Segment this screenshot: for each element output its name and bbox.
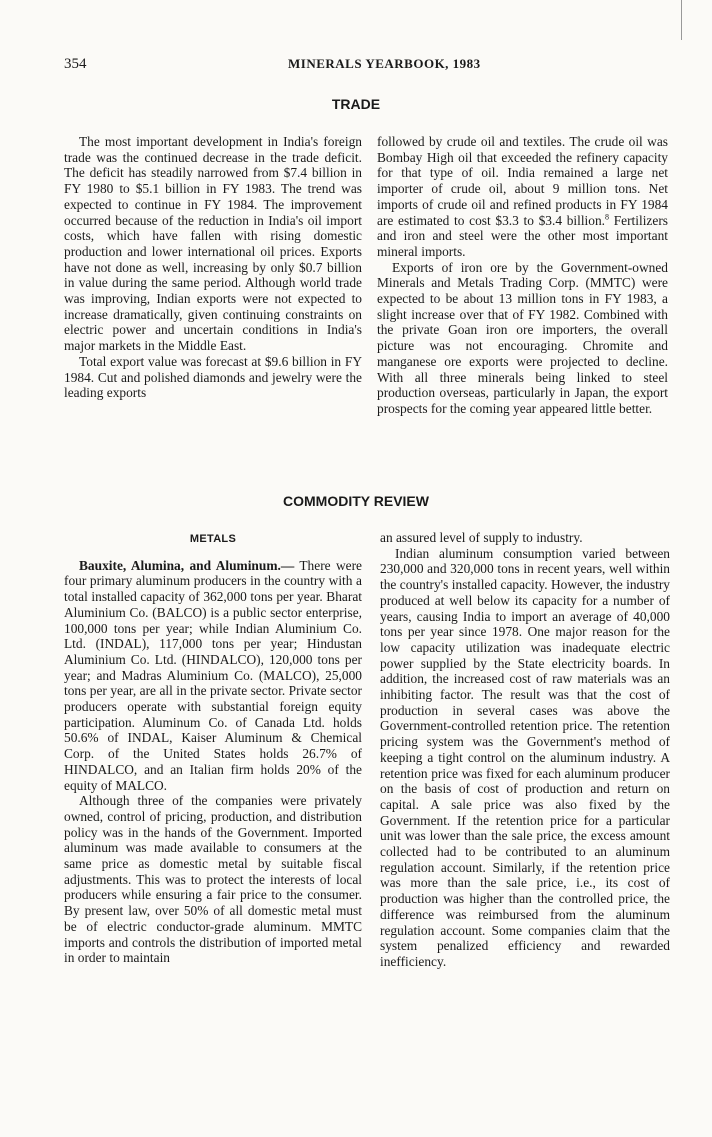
trade-right-column [377, 134, 668, 417]
commodity-paragraph: Indian aluminum consumption varied between 230,000 and 320,000 tons in recent years, well within the country's installed capacity. However, the industry produced at well below its capacity for a number of years, causing India to import an average of 40,000 tons per year since 1978. One major reason for the low capacity utilization was inadequate electric power supplied by the State electricity boards. In addition, the increased cost of raw materials was an inhibiting factor. The result was that the cost of production in several cases was above the Government-controlled retention price. The retention pricing system was the Government's method of keeping a tight control on the aluminum industry. A retention price was fixed for each aluminum producer on the basis of cost of production and return on capital. A sale price was also fixed by the Government. If the retention price for a particular unit was lower than the sale price, the excess amount collected had to be contributed to an aluminum regulation account. Similarly, if the retention price was more than the sale price, i.e., its cost of production was higher than the controlled price, the difference was reimbursed from the aluminum regulation account. Some companies claim that the system penalized efficiency and rewarded inefficiency. [380, 545, 670, 969]
trade-paragraph: Total export value was forecast at $9.6 billion in FY 1984. Cut and polished diamonds and jewelry were the leading exports [64, 353, 362, 401]
trade-paragraph-continued [377, 134, 668, 260]
bauxite-run-in-heading: Bauxite, Alumina, and Aluminum.— [79, 557, 295, 573]
commodity-left-column [64, 532, 362, 966]
trade-text: followed by crude oil and textiles. The crude oil was Bombay High oil that exceeded the refinery capacity for that type of oil. India remained a large net importer of crude oil, about 9 million tons. Net imports of crude oil and refined products in FY 1984 are estimated to cost $3.3 to $3.4 billion. [377, 134, 668, 228]
page-edge-mark [681, 0, 682, 40]
commodity-right-column [380, 530, 670, 970]
commodity-text: There were four primary aluminum producers in the country with a total installed capacity of 362,000 tons per year. Bharat Aluminium Co. (BALCO) is a public sector enterprise, 100,000 tons per year; while Indian Aluminium Co. Ltd. (INDAL), 117,000 tons per year; Hindustan Aluminium Co. Ltd. (HINDALCO), 120,000 tons per year; and Madras Aluminium Co. (MALCO), 25,000 tons per year, are all in the private sector. Private sector producers operate with substantial foreign equity participation. Aluminum Co. of Canada Ltd. holds 50.6% of INDAL, Kaiser Aluminum & Chemical Corp. of the United States holds 26.7% of HINDALCO, and an Italian firm holds 20% of the equity of MALCO. [64, 557, 362, 793]
trade-paragraph: The most important development in India's foreign trade was the continued decrease in the trade deficit. The deficit has steadily narrowed from $7.4 billion in FY 1980 to $5.1 billion in FY 1983. The trend was expected to continue in FY 1984. The improvement occurred because of the reduction in India's oil import costs, which have fallen with rising domestic production and lower international oil prices. Exports have not done as well, increasing by only $0.7 billion in value during the same period. Although world trade was improving, Indian exports were not expected to increase dramatically, given continuing constraints on electric power and uncertain conditions in India's major markets in the Middle East. [64, 134, 362, 354]
commodity-paragraph-continued: an assured level of supply to industry. [380, 530, 583, 545]
trade-paragraph: Exports of iron ore by the Government-owned Minerals and Metals Trading Corp. (MMTC) were expected to be about 13 million tons in FY 1983, a slight increase over that of FY 1982. Combined with the private Goan iron ore importers, the overall picture was not encouraging. Chromite and manganese ore exports were projected to decline. With all three minerals being linked to steel production overseas, particularly in Japan, the export prospects for the coming year appeared little better. [377, 259, 668, 416]
trade-text: Fertilizers and iron and steel were the other most important mineral imports. [377, 212, 668, 259]
trade-heading: TRADE [331, 96, 381, 112]
metals-subheading: METALS [189, 533, 237, 545]
commodity-review-heading: COMMODITY REVIEW [283, 493, 429, 509]
trade-left-column [64, 134, 362, 401]
footnote-ref: 8 [605, 212, 610, 222]
commodity-paragraph: Although three of the companies were privately owned, control of pricing, production, and distribution policy was in the hands of the Government. Imported aluminum was made available to consumers at the same price as domestic metal by suitable fiscal adjustments. This was to protect the interests of local producers while ensuring a fair price to the consumer. By present law, over 50% of all domestic metal must be of electric conductor-grade aluminum. MMTC imports and controls the distribution of imported metal in order to maintain [64, 793, 362, 966]
commodity-paragraph [64, 558, 362, 794]
running-title: MINERALS YEARBOOK, 1983 [288, 56, 481, 71]
page-number: 354 [64, 56, 87, 72]
